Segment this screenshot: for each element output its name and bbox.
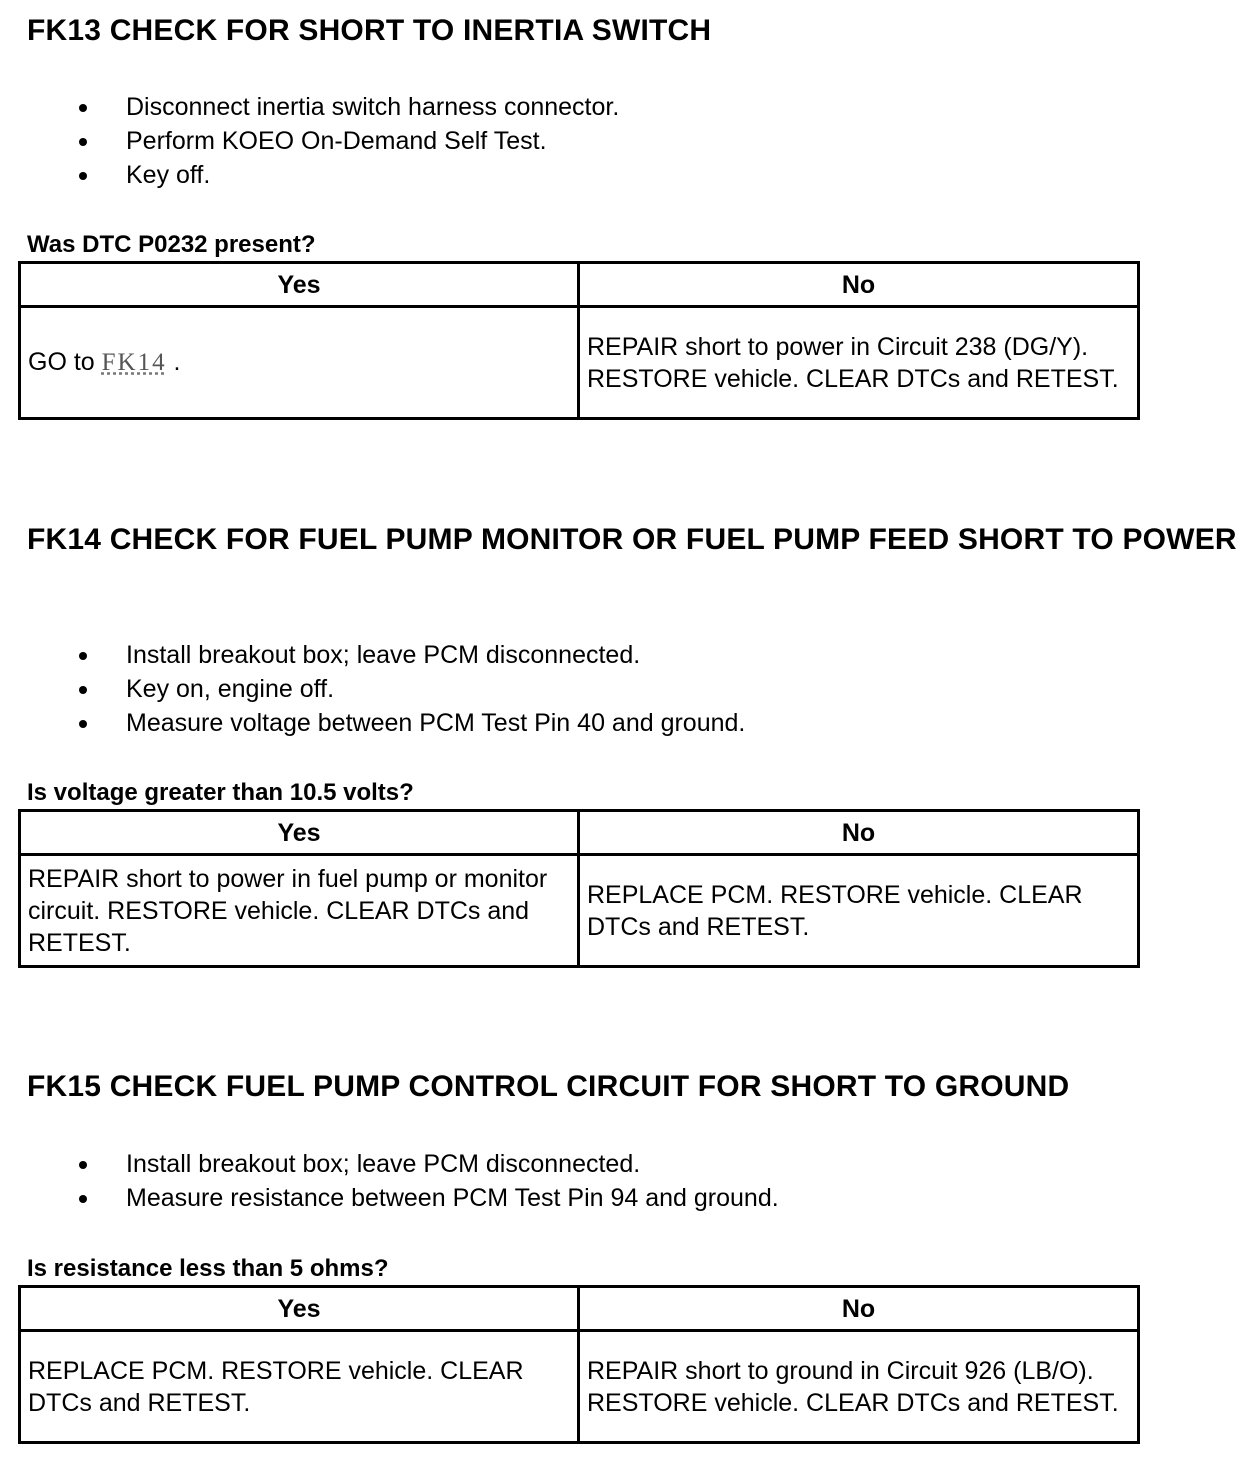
- step-text: Measure resistance between PCM Test Pin 94 and ground.: [126, 1184, 779, 1212]
- fk14-question: Is voltage greater than 10.5 volts?: [27, 779, 414, 806]
- yes-header: Yes: [20, 1287, 579, 1331]
- yes-header: Yes: [20, 263, 579, 307]
- step-text: Key off.: [126, 161, 211, 189]
- fk14-link[interactable]: FK14: [101, 349, 167, 376]
- no-header: No: [579, 811, 1139, 855]
- fk14-decision-table: [18, 809, 1140, 968]
- fk14-steps-list: [0, 638, 745, 740]
- bullet-icon: [79, 1161, 87, 1169]
- yes-prefix: GO to: [28, 348, 102, 376]
- bullet-icon: [79, 138, 87, 146]
- fk15-decision-table: [18, 1285, 1140, 1444]
- bullet-icon: [79, 720, 87, 728]
- bullet-icon: [79, 686, 87, 694]
- yes-suffix: .: [166, 348, 181, 376]
- bullet-icon: [79, 172, 87, 180]
- no-action-cell: REPAIR short to ground in Circuit 926 (LB/O). RESTORE vehicle. CLEAR DTCs and RETEST.: [579, 1331, 1139, 1443]
- step-text: Install breakout box; leave PCM disconnected.: [126, 641, 641, 669]
- fk13-decision-table: [18, 261, 1140, 420]
- fk15-heading: FK15 CHECK FUEL PUMP CONTROL CIRCUIT FOR SHORT TO GROUND: [27, 1070, 1070, 1103]
- step-text: Disconnect inertia switch harness connector.: [126, 93, 620, 121]
- yes-action-cell: [20, 307, 579, 419]
- no-action-cell: REPLACE PCM. RESTORE vehicle. CLEAR DTCs and RETEST.: [579, 855, 1139, 967]
- list-item: [0, 1147, 779, 1181]
- yes-header: Yes: [20, 811, 579, 855]
- list-item: [0, 158, 619, 192]
- fk15-question: Is resistance less than 5 ohms?: [27, 1255, 389, 1282]
- step-text: Key on, engine off.: [126, 675, 335, 703]
- list-item: [0, 124, 619, 158]
- list-item: [0, 1181, 779, 1215]
- yes-action-cell: REPAIR short to power in fuel pump or monitor circuit. RESTORE vehicle. CLEAR DTCs and RETEST.: [20, 855, 579, 967]
- fk13-steps-list: [0, 90, 619, 192]
- list-item: [0, 638, 745, 672]
- list-item: [0, 90, 619, 124]
- bullet-icon: [79, 652, 87, 660]
- step-text: Measure voltage between PCM Test Pin 40 and ground.: [126, 709, 746, 737]
- no-header: No: [579, 1287, 1139, 1331]
- bullet-icon: [79, 1195, 87, 1203]
- list-item: [0, 706, 745, 740]
- fk14-heading: FK14 CHECK FOR FUEL PUMP MONITOR OR FUEL PUMP FEED SHORT TO POWER: [27, 523, 1237, 556]
- fk15-steps-list: [0, 1147, 779, 1215]
- step-text: Install breakout box; leave PCM disconnected.: [126, 1150, 641, 1178]
- yes-action-cell: REPLACE PCM. RESTORE vehicle. CLEAR DTCs and RETEST.: [20, 1331, 579, 1443]
- list-item: [0, 672, 745, 706]
- no-action-cell: REPAIR short to power in Circuit 238 (DG/Y). RESTORE vehicle. CLEAR DTCs and RETEST.: [579, 307, 1139, 419]
- fk13-heading: FK13 CHECK FOR SHORT TO INERTIA SWITCH: [27, 14, 712, 47]
- no-header: No: [579, 263, 1139, 307]
- bullet-icon: [79, 104, 87, 112]
- step-text: Perform KOEO On-Demand Self Test.: [126, 127, 547, 155]
- fk13-question: Was DTC P0232 present?: [27, 231, 316, 258]
